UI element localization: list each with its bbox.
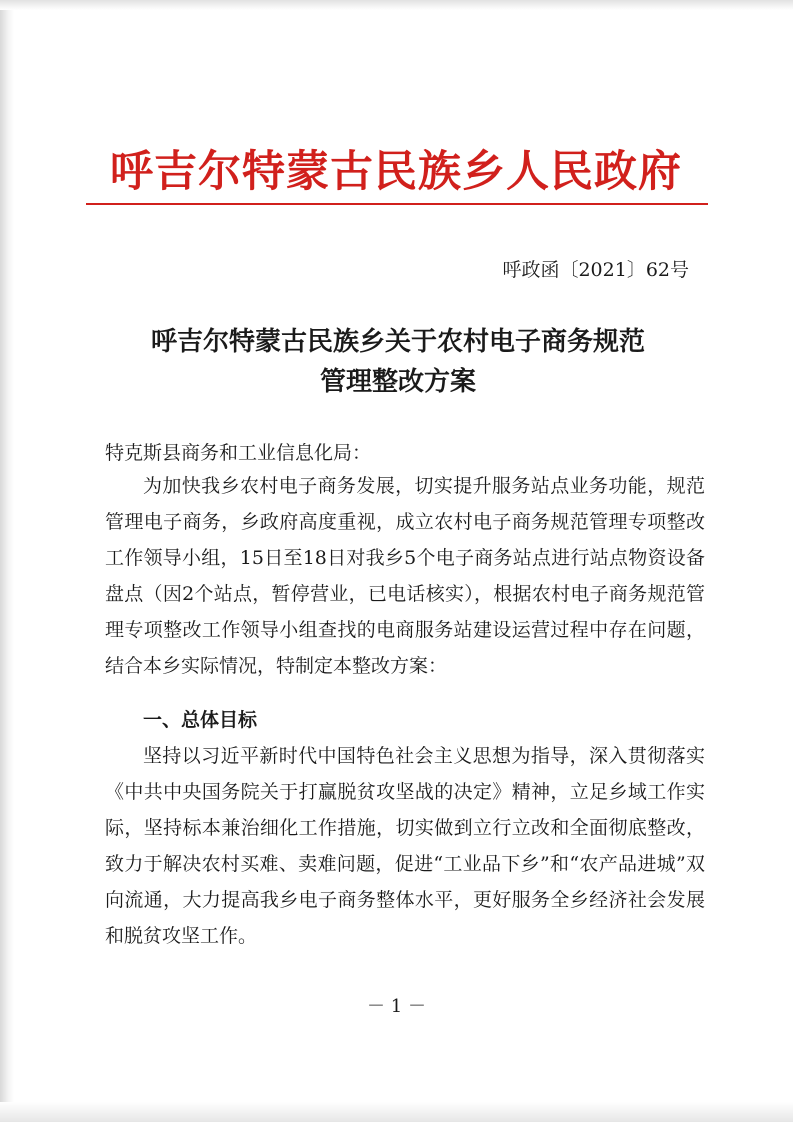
salutation: 特克斯县商务和工业信息化局： bbox=[105, 442, 372, 464]
masthead-red-rule bbox=[86, 203, 708, 205]
body-paragraph-2: 坚持以习近平新时代中国特色社会主义思想为指导，深入贯彻落实《中共中央国务院关于打赢脱贫攻坚战的决定》精神，立足乡域工作实际，坚持标本兼治细化工作措施，切实做到立行立改和全面彻底整改，致力于解决农村买难、卖难问题，促进“工业品下乡”和“农产品进城”双向流通，大力提高我乡电子商务整体水平，更好服务全乡经济社会发展和脱贫攻坚工作。 bbox=[105, 745, 705, 947]
scan-top-shadow bbox=[0, 0, 793, 10]
document-number: 呼政函〔2021〕62号 bbox=[502, 259, 689, 281]
body-paragraph-1: 为加快我乡农村电子商务发展，切实提升服务站点业务功能，规范管理电子商务，乡政府高度重视，成立农村电子商务规范管理专项整改工作领导小组，15日至18日对我乡5个电子商务站点进行站点物资设备盘点（因2个站点，暂停营业，已电话核实），根据农村电子商务规范管理专项整改工作领导小组查找的电商服务站建设运营过程中存在问题，结合本乡实际情况，特制定本整改方案： bbox=[105, 475, 705, 677]
document-title-line2: 管理整改方案 bbox=[319, 367, 476, 397]
section-heading-1: 一、总体目标 bbox=[143, 709, 258, 731]
page-number: － 1 － bbox=[367, 996, 426, 1017]
scan-bottom-band bbox=[0, 1102, 793, 1122]
masthead-title: 呼吉尔特蒙古民族乡人民政府 bbox=[110, 147, 682, 197]
document-title-line1: 呼吉尔特蒙古民族乡关于农村电子商务规范 bbox=[150, 327, 645, 357]
scan-edge-shadow bbox=[0, 0, 14, 1122]
document-title bbox=[90, 322, 706, 402]
